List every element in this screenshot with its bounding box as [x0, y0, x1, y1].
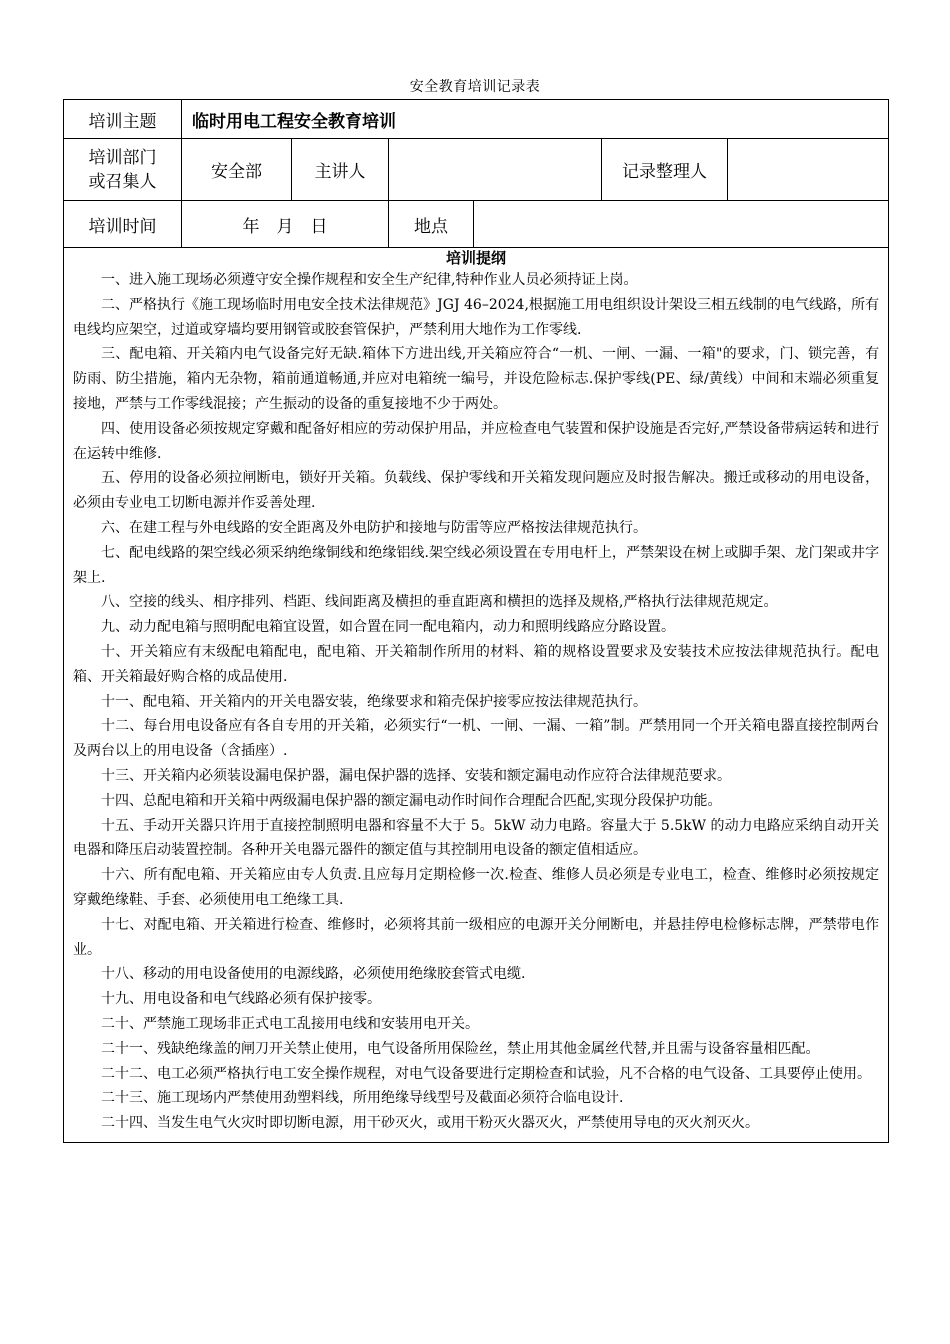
outline-item: 四、使用设备必须按规定穿戴和配备好相应的劳动保护用品，并应检查电气装置和保护设施是否完好,严禁设备带病运转和进行在运转中维修.	[73, 420, 880, 462]
outline-section	[64, 248, 889, 1143]
outline-item: 十、开关箱应有末级配电箱配电，配电箱、开关箱制作所用的材料、箱的规格设置要求及安装技术应按法律规范执行。配电箱、开关箱最好购合格的成品使用.	[73, 643, 880, 685]
outline-item: 八、空接的线头、相序排列、档距、线间距离及横担的垂直距离和横担的选择及规格,严格执行法律规范规定。	[101, 594, 778, 611]
dept-value: 安全部	[182, 139, 292, 201]
outline-item: 二十二、电工必须严格执行电工安全操作规程，对电气设备要进行定期检查和试验，凡不合格的电气设备、工具要停止使用。	[101, 1065, 871, 1082]
outline-item: 二十、严禁施工现场非正式电工乱接用电线和安装用电开关。	[101, 1015, 479, 1032]
training-record-table	[63, 99, 889, 1143]
outline-item: 三、配电箱、开关箱内电气设备完好无缺.箱体下方进出线,开关箱应符合“一机、一闸、一漏、一箱"的要求，门、锁完善，有防雨、防尘措施，箱内无杂物，箱前通道畅通,并应对电箱统一编号，并设危险标志.保护零线(PE、绿/黄线）中间和末端必须重复接地，严禁与工作零线混接；产生振动的设备的重复接地不少于两处。	[73, 346, 880, 412]
outline-item: 十九、用电设备和电气线路必须有保护接零。	[101, 991, 381, 1008]
outline-item: 十五、手动开关器只许用于直接控制照明电器和容量不大于 5。5kW 动力电路。容量大于 5.5kW 的动力电路应采纳自动开关电器和降压启动装置控制。各种开关电器元器件的额定值与其控制用电设备的额定值相适应。	[73, 817, 880, 859]
outline-item: 九、动力配电箱与照明配电箱宜设置，如合置在同一配电箱内，动力和照明线路应分路设置。	[101, 619, 675, 636]
outline-item: 十八、移动的用电设备使用的电源线路，必须使用绝缘胶套管式电缆.	[101, 966, 526, 983]
speaker-value	[389, 139, 602, 201]
outline-title: 培训提纲	[446, 249, 507, 267]
outline-item: 二十四、当发生电气火灾时即切断电源，用干砂灭火，或用干粉灭火器灭火，严禁使用导电的灭火剂灭火。	[101, 1115, 759, 1132]
recorder-label: 记录整理人	[602, 139, 728, 201]
outline-list	[73, 268, 879, 1136]
place-label: 地点	[389, 201, 474, 248]
topic-value: 临时用电工程安全教育培训	[182, 100, 889, 139]
speaker-label: 主讲人	[292, 139, 389, 201]
dept-label: 培训部门 或召集人	[64, 139, 182, 201]
topic-label: 培训主题	[64, 100, 182, 139]
outline-item: 七、配电线路的架空线必须采纳绝缘铜线和绝缘铝线.架空线必须设置在专用电杆上，严禁架设在树上或脚手架、龙门架或井字架上.	[73, 544, 880, 586]
outline-item: 十一、配电箱、开关箱内的开关电器安装，绝缘要求和箱壳保护接零应按法律规范执行。	[101, 693, 647, 710]
outline-item: 一、进入施工现场必须遵守安全操作规程和安全生产纪律,特种作业人员必须持证上岗。	[101, 272, 638, 288]
outline-item: 十七、对配电箱、开关箱进行检查、维修时，必须将其前一级相应的电源开关分闸断电，并悬挂停电检修标志牌，严禁带电作业。	[73, 916, 880, 958]
outline-item: 二十一、残缺绝缘盖的闸刀开关禁止使用，电气设备所用保险丝，禁止用其他金属丝代替,并且需与设备容量相匹配。	[101, 1040, 820, 1057]
time-label: 培训时间	[64, 201, 182, 248]
outline-item: 十六、所有配电箱、开关箱应由专人负责.且应每月定期检修一次.检查、维修人员必须是专业电工，检查、维修时必须按规定穿戴绝缘鞋、手套、必须使用电工绝缘工具.	[73, 867, 880, 908]
place-value	[474, 201, 889, 248]
outline-item: 六、在建工程与外电线路的安全距离及外电防护和接地与防雷等应严格按法律规范执行。	[101, 519, 647, 536]
outline-item: 十三、开关箱内必须装设漏电保护器，漏电保护器的选择、安装和额定漏电动作应符合法律规范要求。	[101, 767, 731, 784]
recorder-value	[728, 139, 889, 201]
outline-item: 十四、总配电箱和开关箱中两级漏电保护器的额定漏电动作时间作合理配合匹配,实现分段保护功能。	[101, 792, 722, 809]
time-value: 年 月 日	[182, 201, 389, 248]
document-title: 安全教育培训记录表	[409, 79, 541, 95]
outline-item: 十二、每台用电设备应有各自专用的开关箱，必须实行“一机、一闸、一漏、一箱”制。严禁用同一个开关箱电器直接控制两台及两台以上的用电设备（含插座）.	[73, 718, 880, 760]
outline-item: 二十三、施工现场内严禁使用劲塑料线，所用绝缘导线型号及截面必须符合临电设计.	[101, 1090, 624, 1107]
outline-item: 二、严格执行《施工现场临时用电安全技术法律规范》JGJ 46–2024,根据施工用电组织设计架设三相五线制的电气线路，所有电线均应架空，过道或穿墙均要用钢管或胶套管保护，严禁利用大地作为工作零线.	[73, 296, 880, 338]
outline-item: 五、停用的设备必须拉闸断电，锁好开关箱。负载线、保护零线和开关箱发现问题应及时报告解决。搬迁或移动的用电设备，必须由专业电工切断电源并作妥善处理.	[73, 470, 880, 512]
